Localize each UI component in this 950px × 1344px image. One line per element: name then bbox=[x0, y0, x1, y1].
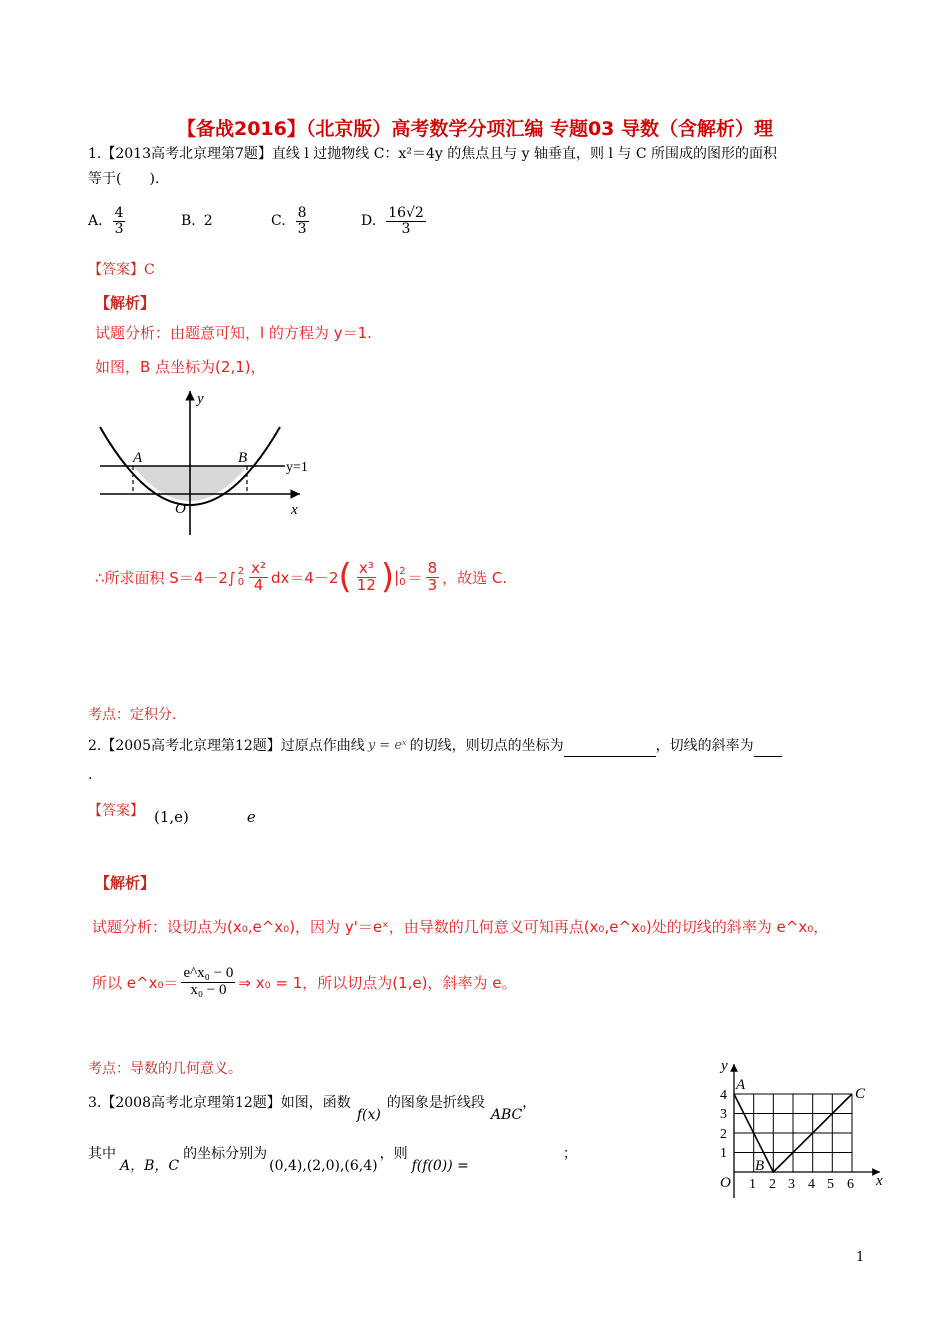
q1-options bbox=[88, 206, 429, 236]
q2-answer: 【答案】 (1,e) e bbox=[88, 803, 256, 826]
q1-analysis-line2: 如图，B 点坐标为(2,1)， bbox=[95, 358, 266, 376]
xtick-6: 6 bbox=[847, 1177, 854, 1192]
label-b: B bbox=[755, 1158, 765, 1174]
q2-analysis-line1: 试题分析：设切点为(x₀,e^x₀)，因为 y'＝eˣ，由导数的几何意义可知再点(x₀,e^x₀)处的切线的斜率为 e^x₀， bbox=[92, 918, 829, 936]
label-a: A bbox=[736, 1077, 746, 1093]
q1-stem-cont: 等于( ). bbox=[88, 171, 160, 187]
q1-kaodian: 考点：定积分. bbox=[88, 707, 177, 723]
blank-2[interactable] bbox=[754, 738, 782, 757]
option-b: B. 2 bbox=[181, 213, 213, 230]
polyline-figure bbox=[712, 1052, 892, 1202]
q1-analysis-line1: 试题分析：由题意可知，l 的方程为 y＝1. bbox=[95, 324, 372, 342]
page-number: 1 bbox=[856, 1250, 865, 1265]
option-a: A. $\frac{4}{3}$ bbox=[88, 205, 124, 237]
parabola-figure bbox=[95, 385, 325, 540]
xtick-1: 1 bbox=[749, 1177, 756, 1192]
q2-analysis-line2: 所以 e^x₀＝ $\frac{\text{e\textasciicircum{}x₀ − 0}}{\text{x₀ − 0}}$ ⇒ x₀ = 1，所以切点为(1,e)，斜率为 e。 bbox=[92, 965, 517, 998]
label-y: y bbox=[197, 391, 204, 407]
option-d: D. $\frac{16√2}{3}$ bbox=[361, 205, 424, 237]
label-b: B bbox=[238, 450, 248, 466]
xtick-4: 4 bbox=[808, 1177, 815, 1192]
q1-analysis-label: 【解析】 bbox=[95, 294, 156, 312]
q3-stem-line2: 其中 A，B，C 的坐标分别为 (0,4),(2,0),(6,4) ，则 f(f(0)) = ； bbox=[88, 1146, 577, 1174]
label-y-eq-1: y=1 bbox=[286, 460, 308, 475]
ytick-2: 2 bbox=[720, 1127, 727, 1142]
q2-kaodian: 考点：导数的几何意义。 bbox=[88, 1061, 242, 1077]
label-x: x bbox=[291, 502, 298, 518]
ytick-3: 3 bbox=[720, 1107, 727, 1122]
label-a: A bbox=[133, 450, 143, 466]
q3-stem: 3.【2008高考北京理第12题】如图，函数 f(x) 的图象是折线段 ABC ， bbox=[88, 1095, 537, 1123]
label-o: O bbox=[175, 501, 186, 517]
ytick-1: 1 bbox=[720, 1146, 727, 1161]
q2-stem: 2.【2005高考北京理第12题】过原点作曲线 y = eˣ 的切线，则切点的坐标为 ，切线的斜率为 bbox=[88, 735, 782, 757]
xtick-5: 5 bbox=[827, 1177, 834, 1192]
option-c: C. $\frac{8}{3}$ bbox=[271, 205, 307, 237]
xtick-2: 2 bbox=[769, 1177, 776, 1192]
xtick-3: 3 bbox=[788, 1177, 795, 1192]
label-y: y bbox=[721, 1058, 728, 1074]
page-title: 【备战2016】（北京版）高考数学分项汇编 专题03 导数（含解析）理 bbox=[176, 118, 774, 140]
q1-answer: 【答案】C bbox=[88, 262, 155, 278]
blank-1[interactable] bbox=[564, 738, 656, 757]
grid bbox=[734, 1094, 852, 1172]
label-c: C bbox=[855, 1086, 866, 1102]
q1-formula: ∴所求面积 S＝4－2∫ 2 0 $\frac{\text{x²}}{4}$ dx＝4－2 ( $\frac{\text{x³}}{12}$ ) | 2 0 ＝ $\frac{8}{3}$ ，故选 C. bbox=[95, 557, 508, 597]
q1-stem: 1.【2013高考北京理第7题】直线 l 过抛物线 C：x²＝4y 的焦点且与 y 轴垂直，则 l 与 C 所围成的图形的面积 bbox=[88, 146, 778, 162]
label-o: O bbox=[720, 1175, 731, 1191]
ytick-4: 4 bbox=[720, 1088, 727, 1103]
q2-dot: . bbox=[88, 767, 93, 783]
label-x: x bbox=[876, 1173, 883, 1189]
q2-analysis-label: 【解析】 bbox=[95, 874, 156, 892]
